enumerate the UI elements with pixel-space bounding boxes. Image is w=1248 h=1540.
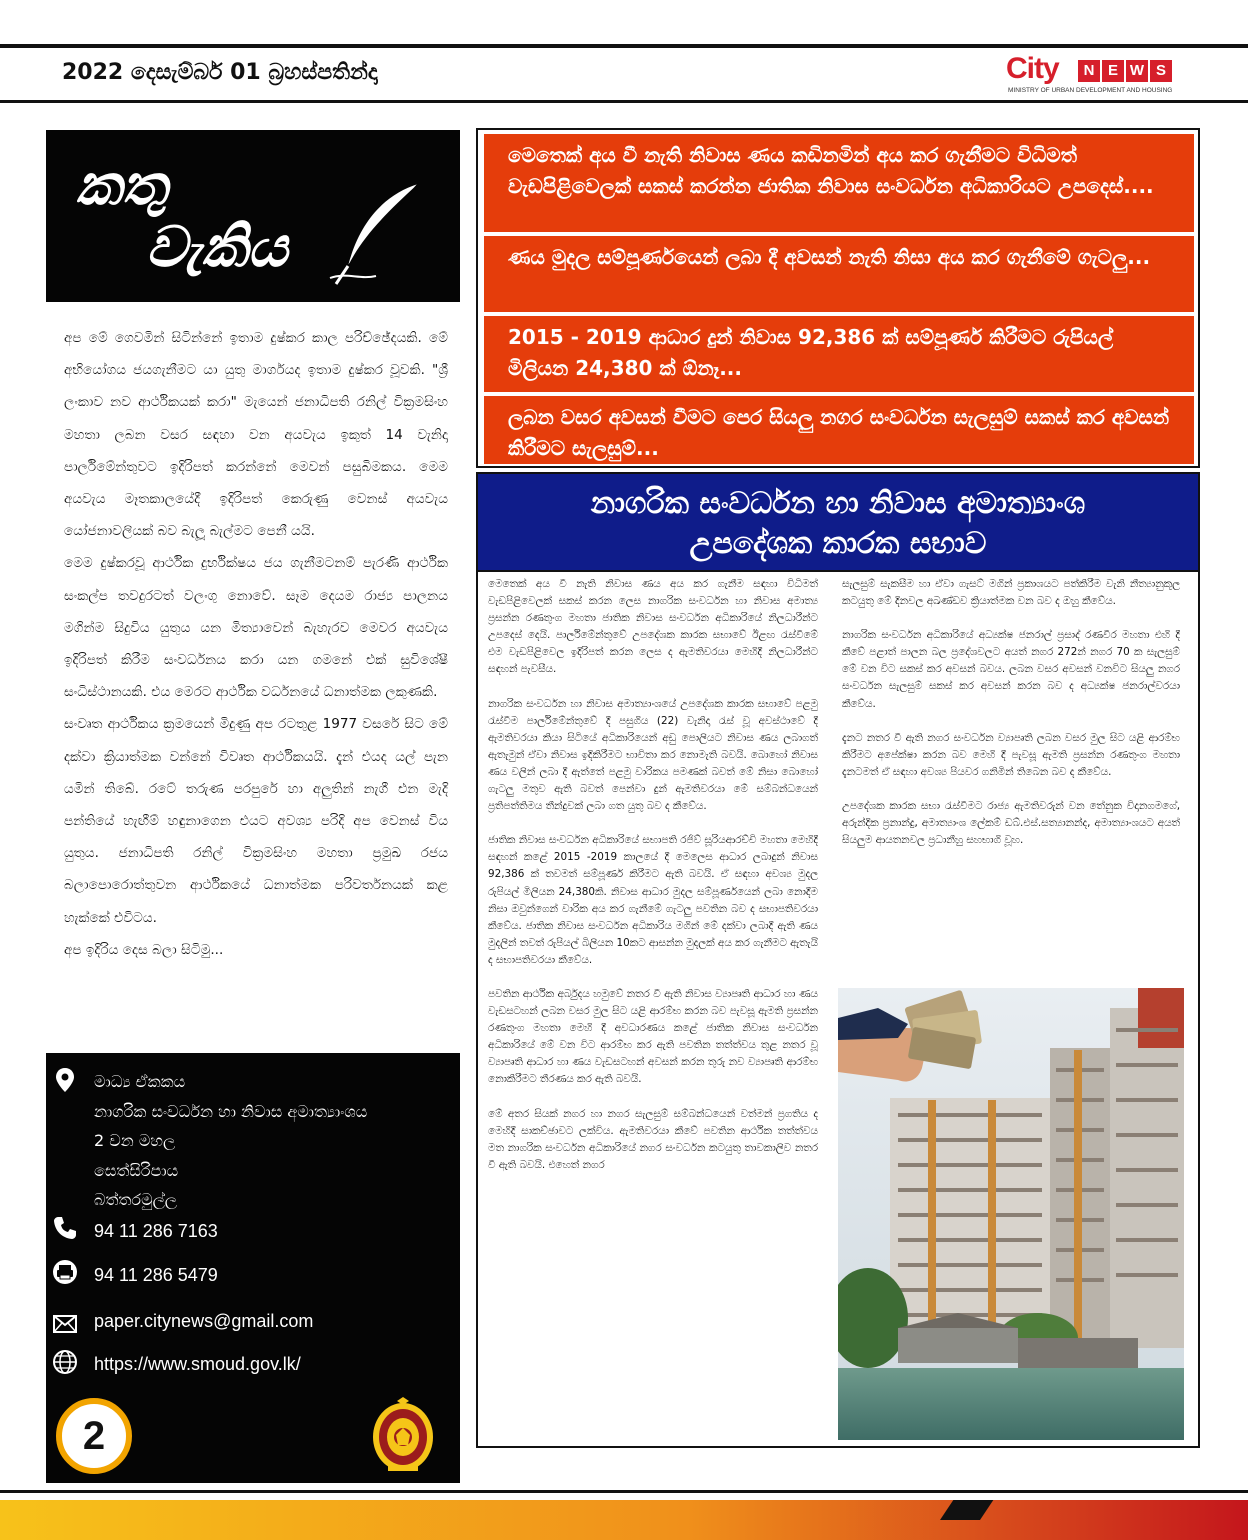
article-column-left bbox=[488, 576, 818, 1444]
article-paragraph: මෙතෙක් අය වී නැති නිවාස ණය අය කර ගැනීම සඳහා විධිමත් වැඩපිළිවෙලක් සකස් කරන ලෙස නාගරික සංවර්ධන හා නිවාස අමාත්‍ය ප්‍රසන්න රණතුංග මහතා ජාතික නිවාස සංවර්ධන අධිකාරියේ නිලධාරීන්ට උපදෙස් දෙයි. පාර්ලිමේන්තුවේ උපදේශක කාරක සභාවේ ඊළඟ රැස්වීමේ එම වැඩපිළිවෙල ඉදිරිපත් කරන ලෙස ද ඇමතිවරයා මෙහිදී නිලධාරීන්ට සඳහන් පැවසීය. bbox=[488, 578, 818, 676]
globe-icon bbox=[52, 1349, 78, 1375]
footer-stripe bbox=[0, 1500, 1248, 1540]
header-rule bbox=[0, 100, 1248, 103]
address-line: මාධ්‍ය ඒකකය bbox=[94, 1072, 186, 1091]
article-paragraph: නාගරික සංවර්ධන හා නිවාස අමාත්‍යාංශයේ උපදේශක කාරක සභාවේ පළමු රැස්වීම පාර්ලිමේන්තුවේ දී පසුගිය (22) වැනිදා රැස් වූ අවස්ථාවේ දී ඇමතිවරයා කියා සිටියේ අධිකාරියෙන් අඩු පොලියට නිවාස ණය ලබාගත් ඇතැමුන් ඒවා නිවාස ඉදිකිරීමට භාවිතා කර නොමැති බවයි. බොහෝ නිවාස ණය වලින් ලබා දී ඇත්තේ පළමු වාරිකය පමණක් බවත් මේ නිසා බොහෝ ගැටලු මතුව ඇති බවත් පෙන්වා දුන් ඇමතිවරයා මේ සම්බන්ධයෙන් ප්‍රතිපත්තිමය තීන්දුවක් ලබා ගත යුතු බව ද කීවේය. bbox=[488, 697, 818, 813]
editorial-body bbox=[64, 322, 448, 966]
logo-news-letters bbox=[1078, 60, 1172, 82]
address-block bbox=[94, 1067, 367, 1215]
page-number-badge: 2 bbox=[56, 1398, 132, 1474]
article-paragraph: මේ අතර සියක් නගර හා නගර සැලසුම් සම්බන්ධයෙන් වත්මන් ප්‍රගතිය ද මෙහිදී සාකච්ඡාවට ලක්විය. ඇමතිවරයා කීවේ පවතින ආර්ථික තත්ත්වය මත නාගරික සංවර්ධන අධිකාරියේ නගර සංවර්ධන කටයුතු තාවකාලිව නතර වී ඇති බවයි. එහෙත් නගර bbox=[488, 1107, 818, 1171]
headline-strip: මෙතෙක් අය වී නැති නිවාස ණය කඩිනමින් අය කර ගැනීමට විධිමත් වැඩපිළිවෙලක් සකස් කරන්න ජාතික නිවාස සංවර්ධන අධිකාරියට උපදෙස්.... bbox=[484, 134, 1194, 232]
sri-lanka-emblem-icon bbox=[368, 1395, 438, 1475]
article-title-line2: උපදේශක කාරක සභාව bbox=[689, 526, 987, 561]
phone-icon bbox=[52, 1215, 78, 1241]
top-rule bbox=[0, 44, 1248, 48]
article-title-line1: නාගරික සංවර්ධන හා නිවාස අමාත්‍යාංශ bbox=[590, 486, 1086, 521]
address-line: බත්තරමුල්ල bbox=[94, 1190, 178, 1209]
address-line: නාගරික සංවර්ධන හා නිවාස අමාත්‍යාංශය bbox=[94, 1101, 368, 1121]
footer-rule bbox=[0, 1490, 1248, 1493]
article-paragraph: දැනට නතර වී ඇති නගර සංවර්ධන ව්‍යාපෘති ලබන වසර මුල සිට යළි ආරම්භ කිරීමට අපේක්ෂා කරන බව මෙහි දී පැවසූ ඇමති ප්‍රසන්න රණතුංග මහතා දැනටමත් ඒ සඳහා අවශ්‍ය පියවර ගනිමින් තිබෙන බව ද කීවේය. bbox=[842, 731, 1180, 778]
contact-box bbox=[46, 1053, 460, 1483]
website-link[interactable]: https://www.smoud.gov.lk/ bbox=[94, 1354, 301, 1374]
citynews-logo bbox=[1006, 52, 1176, 96]
article-paragraph: උපදේශක කාරක සභා රැස්වීමට රාජ්‍ය ඇමතිවරුන් වන තේනුක විදානගමගේ, අරුන්දික ප්‍රනාන්දු, අමාත්‍යාංශ ලේකම් ඩබ්.එස්.සත්‍යානන්ද, අමාත්‍යාංශයට අයත් සියලුම ආයතනවල ප්‍රධානීහු සහභාගි වූහ. bbox=[842, 799, 1180, 847]
editorial-paragraph: සංවෘත ආර්ථිකය ක්‍රමයෙන් මිදුණු අප රටතුළ 1977 වසරේ සිට මේ දක්වා ක්‍රියාත්මක වන්නේ විවෘත ආර්ථිකයයි. දැන් එයද යල් පැන යමින් තිබේ. රටේ තරුණ පරපුරේ හා අලුතින් නැගී එන මැදි පන්තියේ හැඟීම් හඳුනාගෙන එයට අවශ්‍ය පරිදි අප වෙනස් විය යුතුය. ජනාධිපති රනිල් වික්‍රමසිංහ මහතා ප්‍රමුඛ රජය බලාපොරොත්තුවන ආර්ථිකයේ ධනාත්මක පරිවර්තනයක් කළ හැක්කේ එවිටය. bbox=[64, 716, 448, 926]
editorial-title-line1: කතු bbox=[76, 152, 167, 218]
fax-number[interactable]: 94 11 286 5479 bbox=[94, 1265, 218, 1285]
editorial-paragraph: අප ඉදිරිය දෙස බලා සිටිමු... bbox=[64, 941, 224, 958]
article-paragraph: නාගරික සංවර්ධන අධිකාරියේ අධ්‍යක්ෂ ජනරාල් ප්‍රසාද් රණවීර මහතා එහි දී කීවේ පළාත් පාලන බල ප්‍රදේශවලට අයත් නගර 272න් නගර 70 ක සැලසුම් මේ වන විට සකස් කර අවසන් බවය. ලබන වසර අවසන් වනවිට සියලු නගර සංවර්ධන සැලසුම් සකස් කර අවසන් කරන බව ද අධ්‍යක්ෂ ජනරාල්වරයා කීවේය. bbox=[842, 629, 1180, 710]
article-column-right bbox=[842, 576, 1180, 980]
logo-letter: W bbox=[1126, 60, 1148, 82]
logo-letter: N bbox=[1078, 60, 1100, 82]
logo-letter: E bbox=[1102, 60, 1124, 82]
address-line: 2 වන මහල bbox=[94, 1131, 176, 1150]
editorial-paragraph: මෙම දුෂ්කරවූ ආර්ථික දුර්භික්ෂය ජය ගැනීමටනම් පැරණි ආර්ථික සංකල්ප තවදුරටත් වලංගු නොවේ. සෑම දෙයම රාජ්‍ය පාලනය මගින්ම සිදුවිය යුතුය යන මිත්‍යාවෙන් බැහැරව මෙවර අයවැය ඉදිරිපත් කිරීම සංවර්ධනය කරා යන ගමනේ එක් සුවිශේෂී සංධිස්ථානයකි. එය මෙරට ආර්ථික වර්ධනයේ ධනාත්මක ලකුණකි. bbox=[64, 555, 448, 701]
article-paragraph: පවතින ආර්ථික අර්බුදය හමුවේ නතර වී ඇති නිවාස ව්‍යාපෘති ආධාර හා ණය වැඩසටහන් ලබන වසර මුල සිට යළි ආරම්භ කරන බව පැවසූ ඇමති ප්‍රසන්න රණතුංග මහතා මෙහි දී අවධාරණය කළේ ජාතික නිවාස සංවර්ධන අධිකාරියේ මේ වන විට ආරම්භ කර ඇති පවතින තත්ත්වය තුළ නතර වූ ව්‍යාපෘති ආධාර හා ණය වැඩසටහන් අවසන් කරන තුරු නව ව්‍යාපෘති ආරම්භ නොකිරීමට තීරණය කර ඇති බවයි. bbox=[488, 987, 818, 1086]
phone-number[interactable]: 94 11 286 7163 bbox=[94, 1221, 218, 1241]
logo-letter: S bbox=[1150, 60, 1172, 82]
editorial-paragraph: අප මේ ගෙවමින් සිටින්නේ ඉතාම දුෂ්කර කාල පරිච්ඡේදයකි. මේ අභියෝගය ජයගැනීමට යා යුතු මාර්ගයද ඉතාම දුෂ්කර වූවකි. "ශ්‍රී ලංකාව නව ආර්ථිකයක් කරා" මැයෙන් ජනාධිපති රනිල් වික්‍රමසිංහ මහතා ලබන වසර සඳහා වන අයවැය ඉකුත් 14 වැනිදා පාර්ලිමේන්තුවට ඉදිරිපත් කරන්නේ මෙවන් පසුබිමකය. මෙම අයවැය මෑතකාලයේදී ඉදිරිපත් කෙරුණු වෙනස් අයවැය යෝජනාවලියක් බව බැලූ බැල්මට පෙනී යයි. bbox=[64, 330, 448, 540]
date-line: 2022 දෙසැම්බර් 01 බ්‍රහස්පතින්දා bbox=[62, 60, 378, 85]
article-paragraph: සැලසුම් සැකසීම හා ඒවා ගැසට් මගින් ප්‍රකාශයට පත්කිරීම වැනි නීත්‍යානුකූල කටයුතු මේ දිනවල අඛණ්ඩව ක්‍රියාත්මක වන බව ද ඔහු කීවේය. bbox=[842, 578, 1180, 608]
email-link[interactable]: paper.citynews@gmail.com bbox=[94, 1311, 314, 1331]
article-paragraph: ජාතික නිවාස සංවර්ධන අධිකාරියේ සභාපති රජිව් සූරියආරච්චි මහතා මෙහිදී සඳහන් කළේ 2015 -2019 කාලයේ දී මෙලෙස ආධාර ලබාදුන් නිවාස 92,386 ක් තවමත් සම්පූර්ණ කිරීමට ඇති බවයි. ඒ සඳහා අවශ්‍ය මුදල රුපියල් මිලියන 24,380කි. නිවාස ආධාර මුදල සම්පූර්ණයෙන් ලබා නොදීම නිසා ඔවුන්ගෙන් වාරික අය කර ගැනීමේ ගැටලු පවතින බව ද සභාපතිවරයා කීවේය. ජාතික නිවාස සංවර්ධන අධිකාරිය මගින් මේ දක්වා ලබාදී ඇති ණය මුදලින් තවත් රුපියල් බිලියන 10කට ආසන්න මුදලක් අය කර ගැනීමට ඇතැයි ද සභාපතිවරයා කීවේය. bbox=[488, 834, 818, 966]
article-title-band bbox=[476, 472, 1200, 572]
headline-strip: 2015 - 2019 ආධාර දුන් නිවාස 92,386 ක් සම්පූර්ණ කිරීමට රුපියල් මිලියන 24,380 ක් ඕනෑ... bbox=[484, 316, 1194, 392]
address-line: සෙත්සිරිපාය bbox=[94, 1160, 179, 1180]
editorial-heading-box bbox=[46, 130, 460, 302]
headline-panel bbox=[476, 128, 1200, 468]
logo-subtitle: MINISTRY OF URBAN DEVELOPMENT AND HOUSING bbox=[1008, 87, 1173, 94]
headline-strip: ණය මුදල සම්පූර්ණයෙන් ලබා දී අවසන් නැති නිසා අය කර ගැනීමේ ගැටලු... bbox=[484, 236, 1194, 312]
email-envelope-icon bbox=[52, 1311, 78, 1337]
location-pin-icon bbox=[52, 1067, 78, 1093]
editorial-title-line2: වැකිය bbox=[146, 214, 288, 280]
fax-icon bbox=[52, 1259, 78, 1285]
logo-city-text: City bbox=[1006, 52, 1059, 85]
quill-feather-icon bbox=[326, 180, 426, 290]
headline-strip: ලබන වසර අවසන් වීමට පෙර සියලු නගර සංවර්ධන සැලසුම් සකස් කර අවසන් කිරීමට සැලසුම්... bbox=[484, 396, 1194, 464]
housing-towers-photo bbox=[838, 988, 1184, 1440]
